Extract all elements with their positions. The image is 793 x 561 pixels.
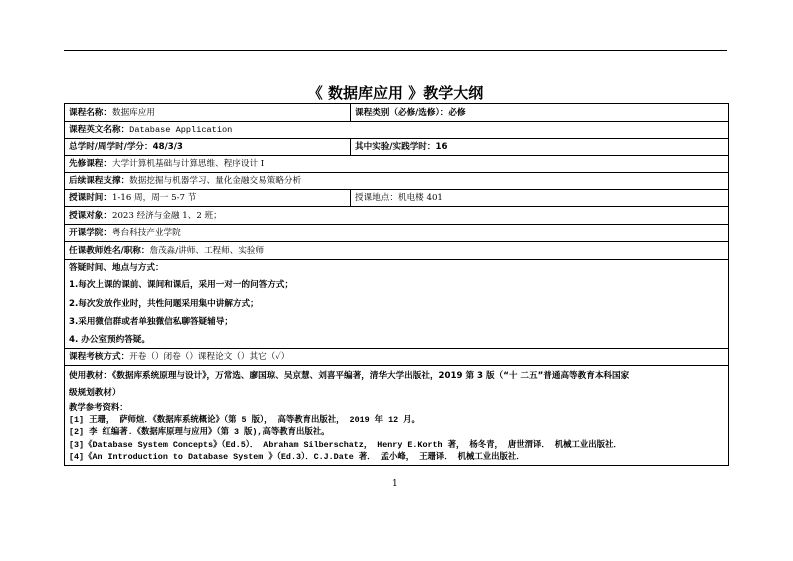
textbook-label: 使用教材： — [69, 370, 112, 381]
prerequisite-cell — [65, 156, 729, 173]
office-hours-item-4: 4. 办公室预约答疑。 — [69, 334, 150, 345]
row-hours — [65, 139, 729, 156]
schedule-cell — [65, 190, 351, 207]
english-name-value: Database Application — [129, 125, 233, 135]
college-value: 粤台科技产业学院 — [111, 228, 181, 238]
schedule-label: 授课时间： — [69, 193, 112, 203]
row-assessment — [65, 348, 729, 365]
course-name-label: 课程名称： — [69, 107, 112, 118]
row-college — [65, 225, 729, 242]
row-follow-up — [65, 173, 729, 190]
prerequisite-label: 先修课程： — [69, 159, 112, 169]
hours-value: 48/3/3 — [152, 142, 183, 152]
references-label: 教学参考资料： — [69, 402, 128, 412]
audience-cell — [65, 207, 729, 225]
follow-up-value: 数据挖掘与机器学习、量化金融交易策略分析 — [129, 176, 302, 186]
office-hours-item-3: 3.采用微信群或者单独微信私聊答疑辅导； — [69, 317, 233, 327]
row-english-name — [65, 122, 729, 139]
reference-item-2: [2] 李 红编著.《数据库原理与应用》（第 3 版),高等教育出版社。 — [69, 427, 330, 437]
page-title: 《 数据库应用 》教学大纲 — [307, 84, 484, 102]
syllabus-table — [64, 103, 729, 466]
row-teacher — [65, 242, 729, 260]
row-prerequisite — [65, 156, 729, 173]
course-category-cell — [351, 104, 729, 122]
row-audience — [65, 207, 729, 225]
reference-item-3: [3]《Database System Concepts》（Ed.5）． Abraham Silberschatz， Henry E.Korth 著， 杨冬青， 唐世渭译． 机械工业出版社． — [69, 439, 622, 450]
teacher-cell — [65, 242, 729, 260]
college-label: 开课学院： — [69, 228, 112, 238]
row-schedule — [65, 190, 729, 207]
assessment-value: 开卷（）闭卷（）课程论文（）其它（✓） — [129, 351, 290, 362]
location-value: 机电楼 401 — [397, 193, 443, 203]
lab-hours-label: 其中实验/实践学时： — [355, 142, 436, 152]
teacher-label: 任课教师姓名/职称： — [69, 245, 150, 256]
follow-up-cell — [65, 173, 729, 190]
row-course-name — [65, 104, 729, 122]
office-hours-item-1: 1.每次上课的课前、课间和课后，采用一对一的问答方式； — [69, 280, 294, 290]
english-name-cell — [65, 122, 729, 139]
textbook-value-2: 级规划教材） — [69, 388, 121, 398]
course-category-value: 必修 — [448, 107, 466, 118]
page-number: 1 — [392, 479, 398, 489]
location-label: 授课地点： — [355, 193, 398, 203]
course-category-label: 课程类别（必修/选修）： — [355, 107, 449, 118]
follow-up-label: 后续课程支撑： — [69, 176, 130, 186]
location-cell — [351, 190, 729, 207]
assessment-cell — [65, 348, 729, 365]
schedule-value: 1-16 周，周一 5-7 节 — [111, 193, 197, 203]
textbooks-cell — [65, 365, 729, 465]
office-hours-item-2: 2.每次发放作业时，共性问题采用集中讲解方式； — [69, 298, 259, 309]
office-hours-cell — [65, 260, 729, 349]
prerequisite-value: 大学计算机基础与计算思维、程序设计 I — [111, 159, 265, 169]
textbook-line-1 — [69, 367, 724, 386]
hours-cell — [65, 139, 351, 156]
audience-label: 授课对象： — [69, 210, 112, 221]
hours-label: 总学时/周学时/学分： — [69, 142, 153, 152]
row-textbooks — [65, 365, 729, 465]
reference-item-1: [1] 王珊， 萨师煊．《数据库系统概论》（第 5 版）， 高等教育出版社， 2019 年 12 月。 — [69, 414, 420, 425]
english-name-label: 课程英文名称： — [69, 125, 130, 135]
course-name-cell — [65, 104, 351, 122]
lab-hours-value: 16 — [435, 142, 448, 152]
assessment-label: 课程考核方式： — [69, 351, 130, 362]
lab-hours-cell — [351, 139, 729, 156]
college-cell — [65, 225, 729, 242]
reference-item-4: [4]《An Introduction to Database System 》（Ed.3）．C.J.Date 著． 孟小峰， 王珊译． 机械工业出版社． — [69, 452, 525, 462]
course-name-value: 数据库应用 — [111, 107, 155, 118]
textbook-value-1: 《数据库系统原理与设计》，万常选、廖国琼、吴京慧、刘喜平编著，清华大学出版社，2019 第 3 版（“十 二五”普通高等教育本科国家 — [111, 370, 630, 381]
office-hours-label: 答疑时间、地点与方式： — [69, 263, 164, 273]
header-rule — [64, 50, 727, 51]
teacher-value: 詹茂淼/讲师、工程师、实验师 — [149, 245, 265, 256]
row-office-hours — [65, 260, 729, 349]
audience-value: 2023 经济与金融 1、2 班； — [111, 210, 222, 221]
